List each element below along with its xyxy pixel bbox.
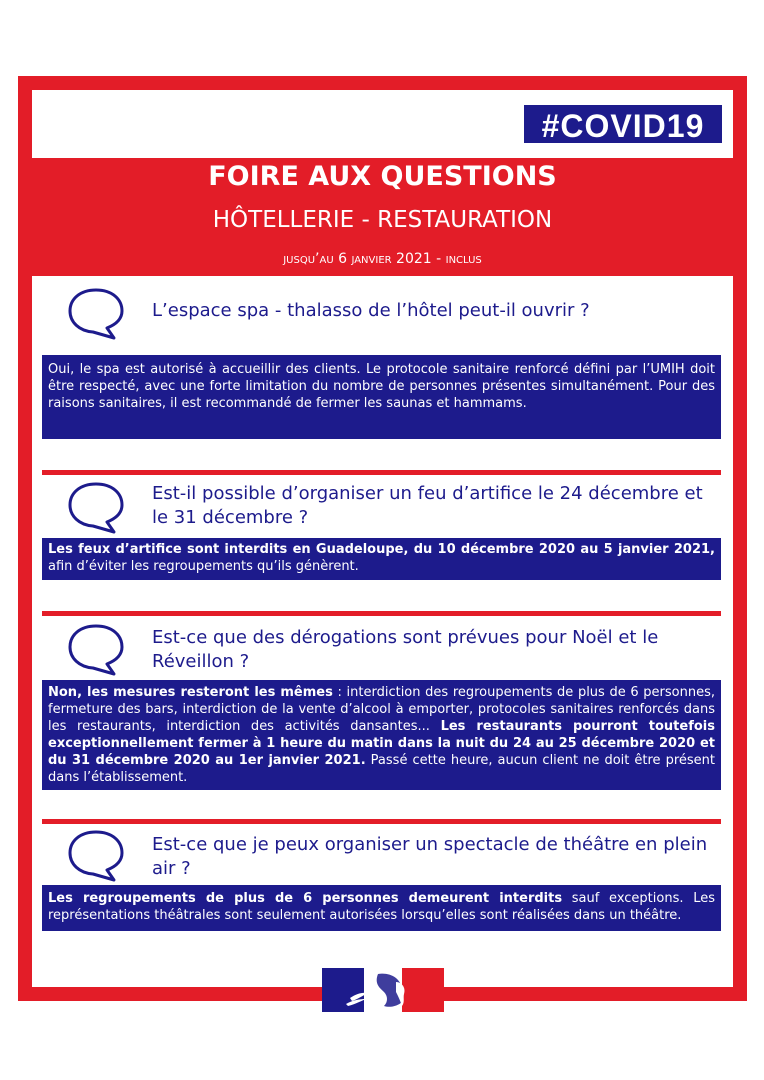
faq-answer-2 (42, 538, 721, 580)
faq-answer-1-text: Oui, le spa est autorisé à accueillir des clients. Le protocole sanitaire renforcé défini par l’UMIH doit être respecté, avec une forte limitation du nombre de personnes présentes simultanément. Pour des raisons sanitaires, il est recommandé de fermer les saunas et hammams. (48, 362, 715, 411)
faq-answer-4-bold: Les regroupements de plus de 6 personnes demeurent interdits (48, 891, 563, 906)
faq-answer-3-bold-2: Les restaurants pourront toutefois exceptionnellement fermer à 1 heure du matin dans la nuit du 24 au 25 décembre 2020 et du 31 décembre 2020 au 1er janvier 2021. (48, 719, 715, 768)
covid-hashtag-badge: #COVID19 (522, 103, 724, 145)
separator (42, 819, 721, 824)
faq-answer-3-text: : interdiction des regroupements de plus de 6 personnes, fermeture des bars, interdiction de la vente d’alcool à emporter, protocoles sanitaires renforcés dans les restaurants, interdiction des activités dansantes... (48, 685, 715, 734)
speech-bubble-icon (66, 480, 126, 536)
faq-answer-4 (42, 885, 721, 931)
speech-bubble-icon (66, 622, 126, 678)
speech-bubble-icon (66, 828, 126, 884)
validity-date: jusqu’au 6 janvier 2021 - inclus (283, 251, 482, 267)
faq-question-2: Est-il possible d’organiser un feu d’artifice le 24 décembre et le 31 décembre ? (152, 483, 703, 528)
faq-question-4: Est-ce que je peux organiser un spectacle de théâtre en plein air ? (152, 834, 708, 879)
separator (42, 611, 721, 616)
faq-answer-2-text: afin d’éviter les regroupements qu’ils génèrent. (48, 559, 359, 574)
faq-answer-4-text: sauf exceptions. Les représentations théâtrales sont seulement autorisées lorsqu’elles sont réalisées dans un théâtre. (48, 891, 715, 923)
faq-answer-1 (42, 355, 721, 439)
faq-answer-3-bold: Non, les mesures resteront les mêmes (48, 685, 333, 700)
faq-question-1: L’espace spa - thalasso de l’hôtel peut-il ouvrir ? (152, 300, 590, 321)
speech-bubble-icon (66, 286, 126, 342)
faq-question-3: Est-ce que des dérogations sont prévues pour Noël et le Réveillon ? (152, 627, 659, 672)
faq-answer-2-bold: Les feux d’artifice sont interdits en Guadeloupe, du 10 décembre 2020 au 5 janvier 2021, (48, 542, 715, 557)
marianne-logo (322, 968, 444, 1012)
page-title: FOIRE AUX QUESTIONS (208, 161, 557, 192)
separator (42, 470, 721, 475)
faq-answer-3-text-2: Passé cette heure, aucun client ne doit être présent dans l’établissement. (48, 753, 715, 785)
page-subtitle: HÔTELLERIE - RESTAURATION (212, 207, 553, 233)
faq-answer-3 (42, 680, 721, 790)
